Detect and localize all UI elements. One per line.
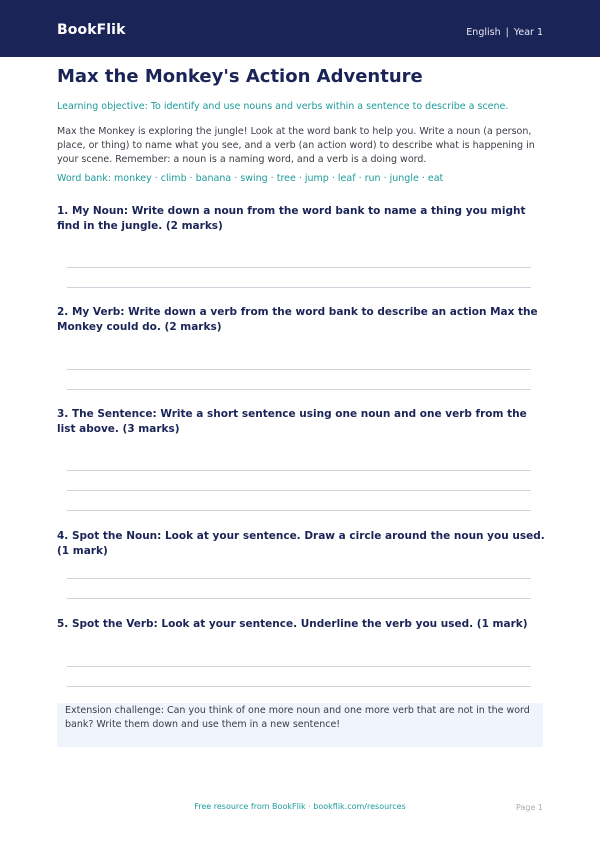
question-2: 2. My Verb: Write down a verb from the word bank to describe an action Max the Monkey could do. (2 marks) — [57, 306, 538, 333]
intro-text: Max the Monkey is exploring the jungle! Look at the word bank to help you. Write a noun (a person, place, or thing) to name what you see, and a verb (an action word) to describe what is happening in your scene. Remember: a noun is a naming word, and a verb is a doing word. — [57, 126, 535, 165]
extension-challenge-box — [57, 703, 543, 747]
learning-objective: Learning objective: To identify and use nouns and verbs within a sentence to describe a scene. — [57, 101, 509, 112]
answer-line[interactable] — [67, 389, 531, 390]
word-bank: Word bank: monkey · climb · banana · swing · tree · jump · leaf · run · jungle · eat — [57, 173, 444, 184]
answer-line[interactable] — [67, 470, 531, 471]
answer-line[interactable] — [67, 578, 531, 579]
answer-line[interactable] — [67, 686, 531, 687]
answer-line[interactable] — [67, 598, 531, 599]
footer-credit: Free resource from BookFlik · bookflik.com/resources — [194, 802, 406, 811]
brand-logo: BookFlik — [57, 22, 126, 38]
answer-line[interactable] — [67, 666, 531, 667]
header-bar — [0, 0, 600, 57]
extension-challenge-text: Extension challenge: Can you think of one more noun and one more verb that are not in the word bank? Write them down and use them in a new sentence! — [65, 705, 530, 730]
subject-label: English — [466, 27, 501, 38]
year-label: Year 1 — [513, 27, 543, 38]
subject-year-label — [466, 27, 543, 38]
answer-line[interactable] — [67, 267, 531, 268]
answer-line[interactable] — [67, 369, 531, 370]
question-3: 3. The Sentence: Write a short sentence using one noun and one verb from the list above. (3 marks) — [57, 408, 527, 435]
separator: | — [505, 27, 509, 38]
question-1: 1. My Noun: Write down a noun from the word bank to name a thing you might find in the jungle. (2 marks) — [57, 205, 526, 232]
question-5: 5. Spot the Verb: Look at your sentence. Underline the verb you used. (1 mark) — [57, 618, 528, 630]
page-title: Max the Monkey's Action Adventure — [57, 66, 423, 87]
answer-line[interactable] — [67, 490, 531, 491]
answer-line[interactable] — [67, 287, 531, 288]
question-4: 4. Spot the Noun: Look at your sentence. Draw a circle around the noun you used. (1 mark) — [57, 530, 545, 557]
answer-line[interactable] — [67, 510, 531, 511]
page-number: Page 1 — [516, 803, 543, 812]
